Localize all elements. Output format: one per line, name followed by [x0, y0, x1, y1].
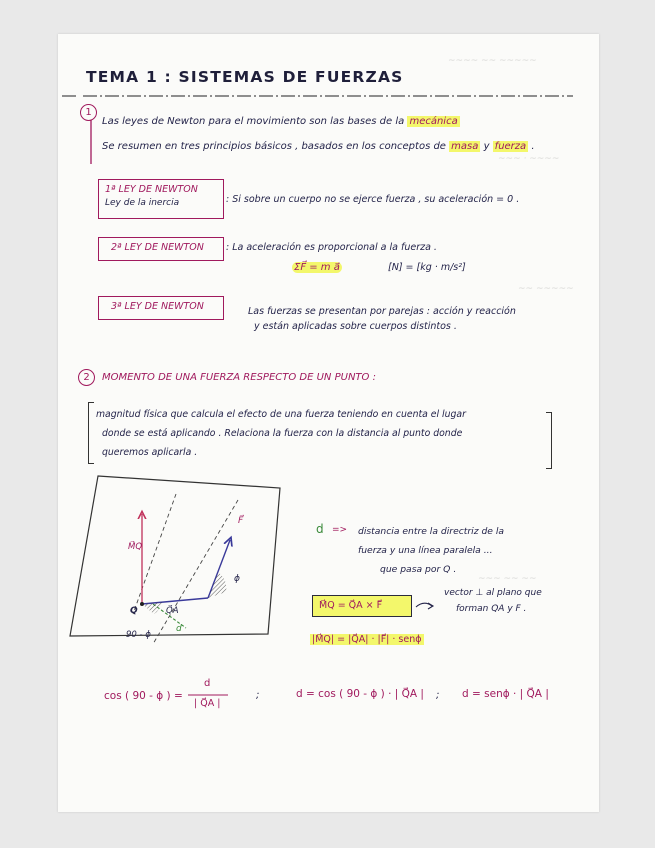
law1-sublabel: Ley de la inercia: [105, 198, 180, 208]
section1-margin-line: [88, 120, 94, 166]
moment-formula: M⃗Q = Q⃗A × F⃗: [319, 600, 383, 611]
equation-1-lhs: cos ( 90 - ϕ ) =: [104, 690, 183, 702]
d-symbol: d: [316, 522, 324, 536]
fraction-bar: [188, 693, 230, 697]
label-d: d: [176, 624, 182, 634]
phi-hatch: [208, 572, 226, 598]
label-f: F⃗: [238, 516, 244, 526]
law3-box: [98, 296, 224, 320]
label-phi: ϕ: [234, 574, 240, 584]
law2-box: [98, 237, 224, 261]
left-bracket: [88, 402, 94, 464]
page-title: TEMA 1 : SISTEMAS DE FUERZAS: [86, 68, 404, 86]
bleed-text: ~~ ~~~~~: [518, 284, 574, 294]
angle-hatch: [142, 602, 162, 614]
parallel-line: [133, 494, 176, 614]
equation-1-numerator: d: [204, 678, 211, 689]
bleed-text: ~~~ ~~ ~~: [478, 574, 537, 584]
bleed-text: ~~~ · ~~~~: [498, 154, 560, 164]
moment-formula-box: [312, 595, 412, 617]
intro-line-2: Se resumen en tres principios básicos , basados en los conceptos de masa y fuerza .: [102, 141, 535, 152]
arrow-icon: [414, 598, 438, 612]
law3-text-1: Las fuerzas se presentan por parejas : acción y reacción: [248, 306, 516, 317]
label-angle: 90 - ϕ: [126, 630, 151, 640]
newton2-formula: ΣF⃗ = m a⃗: [294, 262, 340, 273]
vector-note-1: vector ⊥ al plano que: [444, 588, 542, 598]
intro-line-1: Las leyes de Newton para el movimiento son las bases de la mecánica: [102, 116, 458, 127]
law3-label: 3ª LEY DE NEWTON: [111, 301, 204, 312]
newton2-units: [N] = [kg · m/s²]: [388, 262, 466, 273]
law1-box: [98, 179, 224, 219]
label-mq: M⃗Q: [128, 542, 143, 552]
moment-diagram: [58, 464, 318, 649]
definition-line-3: queremos aplicarla .: [102, 447, 198, 458]
d-def-line-3: que pasa por Q .: [380, 564, 457, 575]
section2-heading: MOMENTO DE UNA FUERZA RESPECTO DE UN PUNTO :: [102, 372, 376, 383]
notebook-page: [58, 34, 599, 812]
bleed-text: ~~~~ ~~ ~~~~~: [448, 56, 537, 66]
law3-text-2: y están aplicadas sobre cuerpos distintos .: [254, 321, 457, 332]
equation-3: d = senϕ · | Q⃗A |: [462, 688, 549, 700]
separator-2: ;: [436, 690, 440, 701]
law2-label: 2ª LEY DE NEWTON: [111, 242, 204, 253]
law1-text: : Si sobre un cuerpo no se ejerce fuerza , su aceleración = 0 .: [226, 194, 520, 205]
separator-1: ;: [256, 690, 260, 701]
d-arrow: =>: [332, 525, 348, 535]
point-q: [140, 602, 144, 606]
d-def-line-2: fuerza y una línea paralela ...: [358, 545, 493, 556]
right-bracket: [546, 412, 552, 469]
vector-note-2: forman QA y F .: [456, 604, 527, 614]
equation-2: d = cos ( 90 - ϕ ) · | Q⃗A |: [296, 688, 424, 700]
label-q: Q: [130, 606, 138, 616]
section-number-2: 2: [78, 369, 95, 386]
magnitude-formula: |M⃗Q| = |Q⃗A| · |F⃗| · senϕ: [312, 634, 422, 645]
law1-label: 1ª LEY DE NEWTON: [105, 184, 198, 195]
definition-line-1: magnitud física que calcula el efecto de una fuerza teniendo en cuenta el lugar: [96, 409, 466, 420]
equation-1-denominator: | Q⃗A |: [194, 698, 221, 709]
d-def-line-1: distancia entre la directriz de la: [358, 526, 505, 537]
title-underline: [58, 34, 599, 114]
law2-text: : La aceleración es proporcional a la fuerza .: [226, 242, 437, 253]
label-qa: Q⃗A: [166, 606, 179, 616]
definition-line-2: donde se está aplicando . Relaciona la fuerza con la distancia al punto donde: [102, 428, 463, 439]
section-number-1: 1: [80, 104, 97, 121]
